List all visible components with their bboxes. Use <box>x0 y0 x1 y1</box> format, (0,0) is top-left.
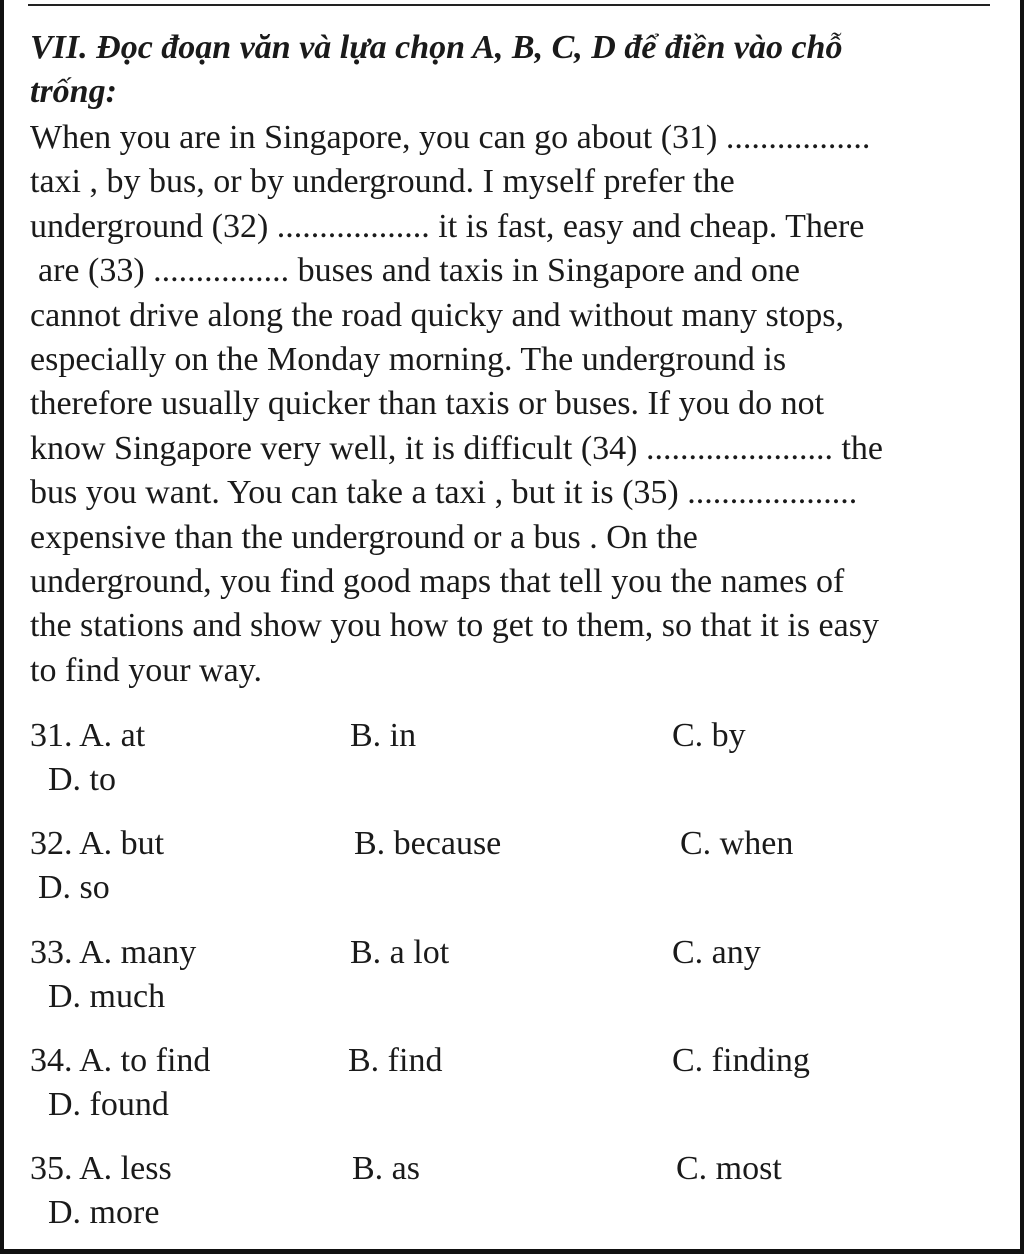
question-35 <box>30 1147 1000 1237</box>
option-d: D. so <box>38 869 110 906</box>
passage-line: the stations and show you how to get to them, so that it is easy <box>30 607 879 645</box>
option-c: C. most <box>676 1150 782 1187</box>
option-c: C. when <box>680 825 794 862</box>
bottom-border <box>0 1249 1024 1254</box>
reading-passage <box>30 116 1000 693</box>
question-31 <box>30 714 1000 804</box>
passage-line: underground, you find good maps that tell you the names of <box>30 563 845 601</box>
passage-line: underground (32) .................. it is fast, easy and cheap. There <box>30 207 865 245</box>
question-34 <box>30 1039 1000 1129</box>
option-d: D. to <box>48 761 116 798</box>
option-d: D. much <box>48 978 166 1015</box>
passage-line: bus you want. You can take a taxi , but it is (35) .................... <box>30 474 858 512</box>
question-32 <box>30 822 1000 912</box>
right-border <box>1020 0 1024 1254</box>
option-b: B. find <box>348 1042 443 1079</box>
passage-line: to find your way. <box>30 651 262 689</box>
option-a: 31. A. at <box>30 717 146 754</box>
question-33 <box>30 931 1000 1021</box>
passage-line: taxi , by bus, or by underground. I myself prefer the <box>30 163 735 201</box>
section-heading <box>30 26 990 114</box>
passage-line: especially on the Monday morning. The underground is <box>30 341 787 379</box>
heading-line-1: VII. Đọc đoạn văn và lựa chọn A, B, C, D để điền vào chỗ <box>30 29 843 66</box>
passage-line: cannot drive along the road quicky and without many stops, <box>30 296 844 334</box>
option-c: C. finding <box>672 1042 810 1079</box>
option-a: 34. A. to find <box>30 1042 211 1079</box>
option-d: D. found <box>48 1086 169 1123</box>
option-a: 35. A. less <box>30 1150 172 1187</box>
option-c: C. any <box>672 934 761 971</box>
heading-line-2: trống: <box>30 73 117 110</box>
option-b: B. in <box>350 717 417 754</box>
option-a: 32. A. but <box>30 825 165 862</box>
left-border <box>0 0 4 1254</box>
option-d: D. more <box>48 1194 160 1231</box>
option-c: C. by <box>672 717 746 754</box>
top-rule <box>28 4 990 6</box>
option-a: 33. A. many <box>30 934 197 971</box>
passage-line: know Singapore very well, it is difficult (34) ...................... the <box>30 429 884 467</box>
option-b: B. because <box>354 825 502 862</box>
passage-line: are (33) ................ buses and taxis in Singapore and one <box>38 252 800 290</box>
passage-line: expensive than the underground or a bus . On the <box>30 518 698 556</box>
option-b: B. as <box>352 1150 420 1187</box>
passage-line: therefore usually quicker than taxis or buses. If you do not <box>30 385 825 423</box>
passage-line: When you are in Singapore, you can go about (31) ................. <box>30 119 871 156</box>
option-b: B. a lot <box>350 934 450 971</box>
